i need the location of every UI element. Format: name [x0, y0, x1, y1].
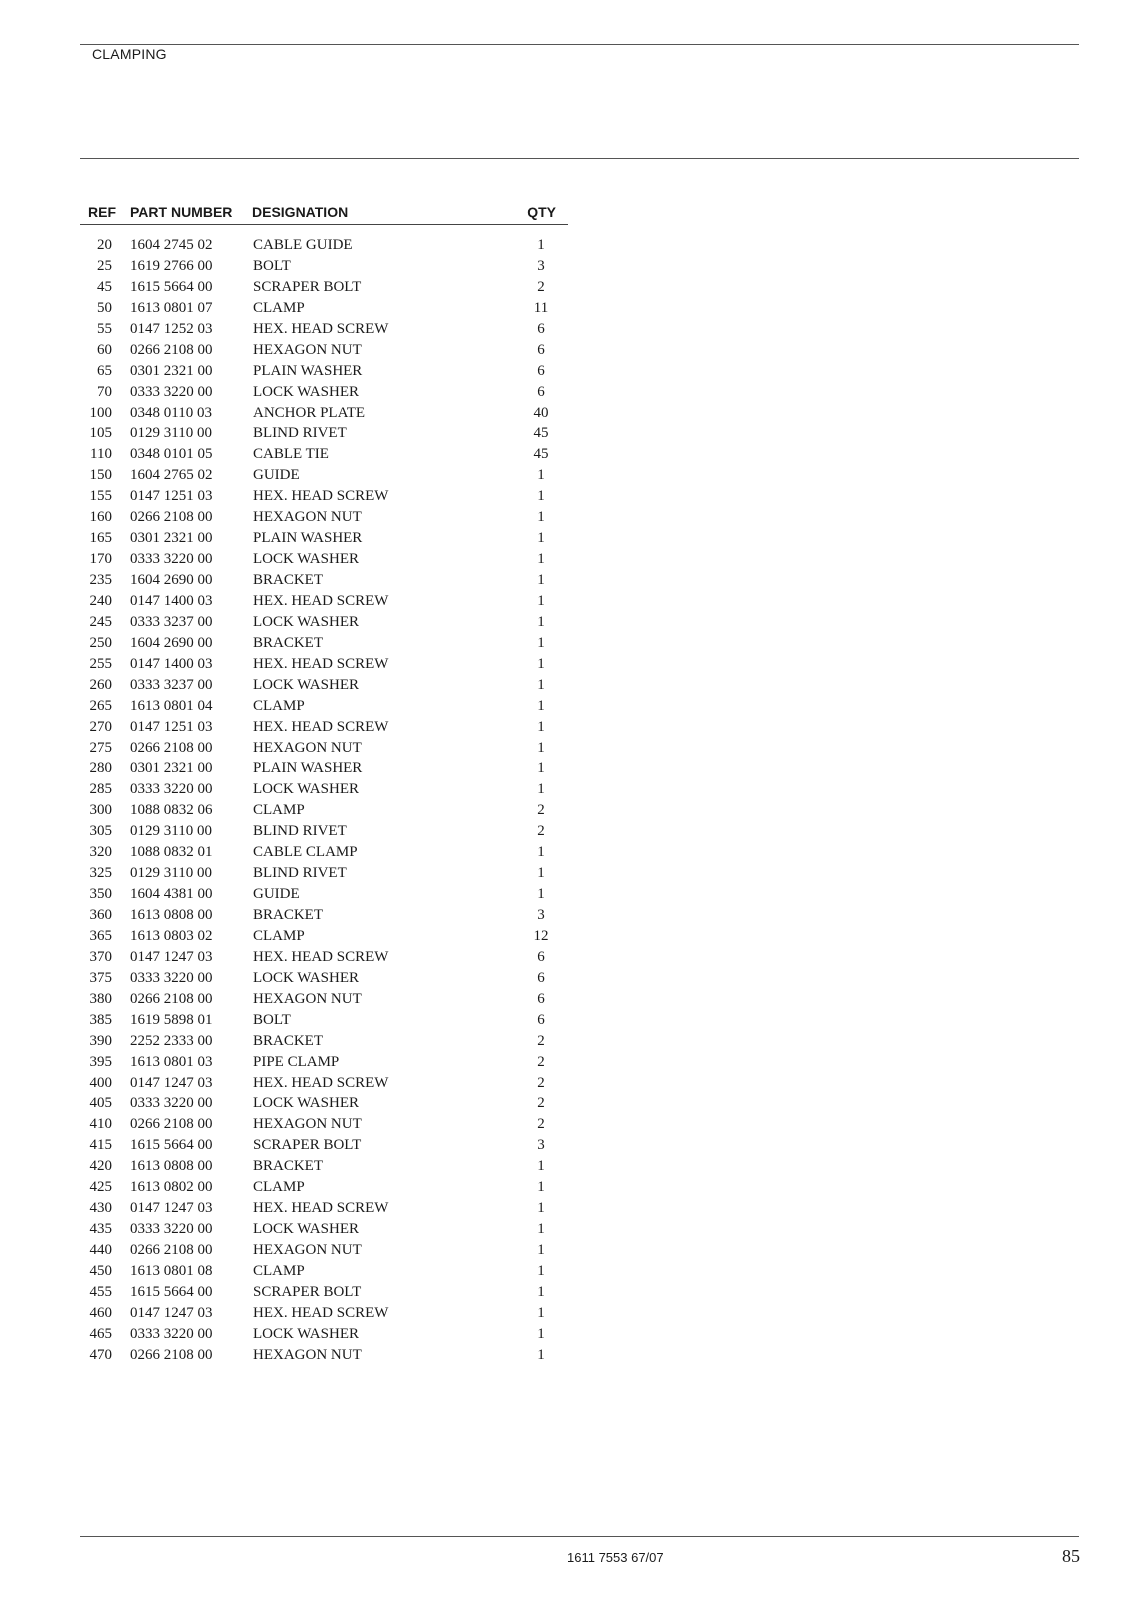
header-bottom-rule — [80, 158, 1079, 159]
table-row — [80, 549, 568, 570]
table-row — [80, 1073, 568, 1094]
cell-designation: CABLE GUIDE — [253, 237, 353, 253]
cell-ref: 415 — [89, 1137, 112, 1154]
table-row — [80, 654, 568, 675]
cell-part-number: 0333 3237 00 — [130, 676, 213, 693]
cell-part-number: 0147 1251 03 — [130, 718, 213, 735]
cell-ref: 240 — [89, 592, 112, 609]
table-row — [80, 758, 568, 779]
table-row — [80, 1198, 568, 1219]
cell-designation: SCRAPER BOLT — [253, 1283, 362, 1300]
cell-part-number: 1615 5664 00 — [130, 278, 213, 295]
table-row — [80, 1282, 568, 1303]
table-row — [80, 403, 568, 424]
cell-part-number: 0301 2321 00 — [130, 760, 213, 777]
column-header-qty: QTY — [527, 204, 556, 220]
cell-ref: 300 — [89, 802, 112, 819]
cell-part-number: 1088 0832 01 — [130, 844, 213, 861]
table-row — [80, 277, 568, 298]
cell-part-number: 1604 2765 02 — [130, 467, 213, 484]
cell-qty: 1 — [537, 634, 545, 651]
cell-ref: 450 — [89, 1262, 112, 1279]
cell-qty: 2 — [537, 802, 545, 819]
cell-ref: 50 — [97, 299, 112, 316]
cell-qty: 1 — [537, 1325, 545, 1342]
cell-part-number: 0266 2108 00 — [130, 739, 213, 756]
cell-qty: 6 — [537, 990, 545, 1007]
cell-qty: 6 — [537, 320, 545, 337]
footer-rule — [80, 1536, 1079, 1537]
cell-qty: 1 — [537, 739, 545, 756]
table-row — [80, 968, 568, 989]
cell-part-number: 1604 2690 00 — [130, 572, 213, 588]
cell-designation: LOCK WASHER — [253, 676, 359, 693]
cell-part-number: 0266 2108 00 — [130, 341, 213, 358]
cell-designation: CABLE TIE — [253, 446, 329, 463]
cell-qty: 2 — [537, 1116, 545, 1133]
table-row — [80, 1135, 568, 1156]
cell-qty: 1 — [537, 844, 545, 861]
cell-qty: 1 — [537, 509, 545, 526]
cell-part-number: 0333 3220 00 — [130, 781, 213, 798]
cell-ref: 270 — [89, 718, 112, 735]
cell-part-number: 0333 3220 00 — [130, 551, 213, 568]
cell-qty: 40 — [533, 404, 549, 421]
table-row — [80, 1261, 568, 1282]
cell-part-number: 0147 1247 03 — [130, 1304, 213, 1321]
cell-ref: 375 — [89, 969, 112, 986]
cell-qty: 1 — [537, 1179, 545, 1196]
cell-designation: HEX. HEAD SCREW — [253, 718, 389, 735]
cell-designation: ANCHOR PLATE — [253, 404, 366, 421]
cell-designation: GUIDE — [253, 467, 300, 484]
cell-qty: 3 — [537, 257, 545, 274]
cell-designation: CLAMP — [253, 927, 305, 944]
table-row — [80, 863, 568, 884]
cell-part-number: 0147 1247 03 — [130, 1074, 213, 1091]
cell-ref: 350 — [89, 886, 112, 903]
cell-ref: 435 — [89, 1221, 112, 1238]
cell-designation: BLIND RIVET — [253, 425, 347, 442]
header-top-rule — [80, 44, 1079, 45]
table-row — [80, 256, 568, 277]
cell-ref: 440 — [89, 1242, 112, 1258]
cell-qty: 1 — [537, 760, 545, 777]
cell-ref: 380 — [89, 990, 112, 1007]
cell-designation: CLAMP — [253, 697, 305, 714]
table-row — [80, 842, 568, 863]
cell-ref: 20 — [97, 237, 112, 253]
table-body — [80, 235, 568, 1366]
table-row — [80, 696, 568, 717]
cell-qty: 3 — [537, 907, 545, 923]
cell-ref: 425 — [89, 1179, 112, 1196]
table-row — [80, 1093, 568, 1114]
cell-qty: 1 — [537, 1283, 545, 1300]
cell-part-number: 1604 4381 00 — [130, 886, 213, 903]
table-row — [80, 1156, 568, 1177]
cell-part-number: 1613 0801 03 — [130, 1053, 213, 1070]
table-row — [80, 486, 568, 507]
cell-qty: 1 — [537, 1304, 545, 1321]
column-header-ref: REF — [88, 204, 116, 220]
cell-ref: 250 — [89, 634, 112, 651]
table-row — [80, 717, 568, 738]
cell-part-number: 1604 2690 00 — [130, 634, 213, 651]
cell-part-number: 0348 0101 05 — [130, 446, 213, 463]
table-row — [80, 507, 568, 528]
cell-ref: 25 — [97, 257, 112, 274]
cell-qty: 45 — [533, 446, 549, 463]
cell-designation: PIPE CLAMP — [253, 1053, 340, 1070]
cell-designation: LOCK WASHER — [253, 781, 359, 798]
cell-designation: HEX. HEAD SCREW — [253, 1074, 389, 1091]
cell-designation: HEXAGON NUT — [253, 990, 362, 1007]
table-row — [80, 612, 568, 633]
cell-ref: 150 — [89, 467, 112, 484]
section-title: CLAMPING — [92, 46, 167, 62]
cell-qty: 1 — [537, 865, 545, 882]
table-row — [80, 1219, 568, 1240]
table-row — [80, 884, 568, 905]
cell-part-number: 1613 0801 07 — [130, 299, 213, 316]
cell-designation: HEXAGON NUT — [253, 739, 362, 756]
table-row — [80, 235, 568, 256]
cell-part-number: 1619 5898 01 — [130, 1011, 213, 1028]
cell-qty: 2 — [537, 1095, 545, 1112]
cell-designation: BOLT — [253, 1011, 291, 1028]
cell-part-number: 0129 3110 00 — [130, 425, 212, 442]
table-row — [80, 947, 568, 968]
cell-designation: BOLT — [253, 257, 291, 274]
cell-part-number: 0333 3220 00 — [130, 1221, 213, 1238]
cell-qty: 1 — [537, 530, 545, 547]
cell-part-number: 0301 2321 00 — [130, 362, 213, 379]
table-row — [80, 905, 568, 926]
cell-part-number: 1613 0808 00 — [130, 907, 213, 923]
cell-qty: 12 — [533, 927, 549, 944]
cell-qty: 1 — [537, 1262, 545, 1279]
cell-designation: PLAIN WASHER — [253, 530, 363, 547]
cell-ref: 285 — [89, 781, 112, 798]
cell-part-number: 1613 0801 08 — [130, 1262, 213, 1279]
cell-qty: 1 — [537, 697, 545, 714]
cell-ref: 385 — [89, 1011, 112, 1028]
cell-part-number: 1615 5664 00 — [130, 1283, 213, 1300]
cell-qty: 1 — [537, 613, 545, 630]
cell-designation: SCRAPER BOLT — [253, 1137, 362, 1154]
cell-part-number: 0333 3220 00 — [130, 1325, 213, 1342]
cell-qty: 3 — [537, 1137, 545, 1154]
cell-qty: 2 — [537, 1074, 545, 1091]
document-number: 1611 7553 67/07 — [567, 1550, 664, 1565]
cell-ref: 110 — [90, 446, 112, 463]
cell-ref: 170 — [89, 551, 112, 568]
cell-part-number: 0147 1247 03 — [130, 1200, 213, 1217]
cell-part-number: 1604 2745 02 — [130, 237, 213, 253]
cell-ref: 255 — [89, 655, 112, 672]
cell-designation: CLAMP — [253, 1262, 305, 1279]
cell-qty: 6 — [537, 362, 545, 379]
cell-designation: LOCK WASHER — [253, 1325, 359, 1342]
cell-qty: 1 — [537, 655, 545, 672]
cell-qty: 6 — [537, 341, 545, 358]
cell-designation: LOCK WASHER — [253, 383, 359, 400]
cell-part-number: 0333 3220 00 — [130, 969, 213, 986]
cell-qty: 1 — [537, 551, 545, 568]
cell-designation: LOCK WASHER — [253, 1095, 359, 1112]
cell-ref: 245 — [89, 613, 112, 630]
cell-qty: 6 — [537, 969, 545, 986]
cell-ref: 65 — [97, 362, 112, 379]
cell-part-number: 0266 2108 00 — [130, 1116, 213, 1133]
cell-ref: 400 — [89, 1074, 112, 1091]
cell-part-number: 0333 3220 00 — [130, 383, 213, 400]
cell-qty: 1 — [537, 572, 545, 588]
cell-ref: 420 — [89, 1158, 112, 1175]
cell-qty: 2 — [537, 1053, 545, 1070]
cell-designation: HEXAGON NUT — [253, 341, 362, 358]
cell-part-number: 0266 2108 00 — [130, 509, 213, 526]
cell-designation: BRACKET — [253, 907, 324, 923]
cell-part-number: 1088 0832 06 — [130, 802, 213, 819]
table-row — [80, 298, 568, 319]
cell-part-number: 1613 0808 00 — [130, 1158, 213, 1175]
cell-qty: 6 — [537, 383, 545, 400]
cell-qty: 6 — [537, 1011, 545, 1028]
cell-designation: HEX. HEAD SCREW — [253, 592, 389, 609]
cell-designation: BRACKET — [253, 1158, 324, 1175]
cell-designation: HEXAGON NUT — [253, 1242, 362, 1258]
cell-part-number: 0266 2108 00 — [130, 1242, 213, 1258]
cell-part-number: 1613 0803 02 — [130, 927, 213, 944]
cell-qty: 45 — [533, 425, 549, 442]
cell-designation: HEX. HEAD SCREW — [253, 655, 389, 672]
cell-part-number: 2252 2333 00 — [130, 1032, 213, 1049]
table-row — [80, 340, 568, 361]
cell-qty: 1 — [537, 1200, 545, 1217]
cell-ref: 275 — [89, 739, 112, 756]
cell-qty: 1 — [537, 1242, 545, 1258]
cell-qty: 1 — [537, 886, 545, 903]
cell-designation: HEX. HEAD SCREW — [253, 320, 389, 337]
cell-part-number: 0266 2108 00 — [130, 1346, 213, 1363]
cell-ref: 325 — [89, 865, 112, 882]
cell-designation: GUIDE — [253, 886, 300, 903]
cell-ref: 105 — [89, 425, 112, 442]
cell-part-number: 0333 3220 00 — [130, 1095, 213, 1112]
cell-ref: 370 — [89, 948, 112, 965]
cell-qty: 1 — [537, 237, 545, 253]
cell-part-number: 0147 1252 03 — [130, 320, 213, 337]
cell-qty: 11 — [533, 299, 549, 316]
table-row — [80, 319, 568, 340]
cell-part-number: 0333 3237 00 — [130, 613, 213, 630]
cell-designation: BRACKET — [253, 572, 324, 588]
cell-qty: 1 — [537, 488, 545, 505]
cell-ref: 165 — [89, 530, 112, 547]
table-row — [80, 465, 568, 486]
cell-qty: 2 — [537, 278, 545, 295]
table-row — [80, 821, 568, 842]
cell-qty: 2 — [537, 1032, 545, 1049]
table-row — [80, 800, 568, 821]
cell-part-number: 0147 1247 03 — [130, 948, 213, 965]
cell-designation: HEXAGON NUT — [253, 509, 362, 526]
page-number: 85 — [1062, 1546, 1080, 1566]
cell-part-number: 0147 1251 03 — [130, 488, 213, 505]
cell-qty: 1 — [537, 781, 545, 798]
cell-ref: 45 — [97, 278, 112, 295]
cell-qty: 1 — [537, 1158, 545, 1175]
cell-qty: 1 — [537, 592, 545, 609]
cell-designation: BLIND RIVET — [253, 865, 347, 882]
cell-designation: PLAIN WASHER — [253, 362, 363, 379]
cell-ref: 100 — [89, 404, 112, 421]
cell-ref: 55 — [97, 320, 112, 337]
cell-part-number: 0301 2321 00 — [130, 530, 213, 547]
column-header-part-number: PART NUMBER — [130, 204, 233, 220]
cell-qty: 1 — [537, 467, 545, 484]
cell-designation: CLAMP — [253, 299, 305, 316]
table-row — [80, 1240, 568, 1261]
cell-ref: 460 — [89, 1304, 112, 1321]
table-row — [80, 1303, 568, 1324]
cell-ref: 465 — [89, 1325, 112, 1342]
cell-part-number: 1615 5664 00 — [130, 1137, 213, 1154]
table-row — [80, 444, 568, 465]
table-row — [80, 633, 568, 654]
cell-part-number: 1613 0801 04 — [130, 697, 213, 714]
cell-designation: LOCK WASHER — [253, 1221, 359, 1238]
table-row — [80, 1324, 568, 1345]
cell-qty: 1 — [537, 676, 545, 693]
cell-ref: 360 — [89, 907, 112, 923]
cell-designation: CABLE CLAMP — [253, 844, 358, 861]
table-row — [80, 570, 568, 591]
cell-ref: 320 — [89, 844, 112, 861]
table-header — [80, 196, 568, 225]
table-row — [80, 382, 568, 403]
cell-designation: PLAIN WASHER — [253, 760, 363, 777]
cell-ref: 390 — [89, 1032, 112, 1049]
cell-qty: 1 — [537, 1221, 545, 1238]
table-row — [80, 1114, 568, 1135]
cell-designation: HEXAGON NUT — [253, 1346, 362, 1363]
cell-part-number: 0147 1400 03 — [130, 655, 213, 672]
cell-designation: HEX. HEAD SCREW — [253, 488, 389, 505]
cell-part-number: 0266 2108 00 — [130, 990, 213, 1007]
cell-qty: 2 — [537, 823, 545, 840]
cell-designation: LOCK WASHER — [253, 551, 359, 568]
cell-ref: 365 — [89, 927, 112, 944]
cell-ref: 280 — [89, 760, 112, 777]
cell-ref: 410 — [89, 1116, 112, 1133]
cell-ref: 60 — [97, 341, 112, 358]
cell-part-number: 0129 3110 00 — [130, 865, 212, 882]
cell-ref: 470 — [89, 1346, 112, 1363]
table-row — [80, 1031, 568, 1052]
table-row — [80, 989, 568, 1010]
table-row — [80, 738, 568, 759]
table-row — [80, 361, 568, 382]
cell-ref: 430 — [89, 1200, 112, 1217]
cell-designation: HEXAGON NUT — [253, 1116, 362, 1133]
cell-ref: 265 — [89, 697, 112, 714]
cell-qty: 1 — [537, 718, 545, 735]
cell-designation: SCRAPER BOLT — [253, 278, 362, 295]
column-header-designation: DESIGNATION — [252, 204, 349, 220]
cell-ref: 395 — [89, 1053, 112, 1070]
parts-table — [80, 196, 568, 1366]
cell-designation: BRACKET — [253, 1032, 324, 1049]
table-row — [80, 528, 568, 549]
table-row — [80, 591, 568, 612]
table-row — [80, 1177, 568, 1198]
cell-designation: HEX. HEAD SCREW — [253, 1304, 389, 1321]
cell-designation: HEX. HEAD SCREW — [253, 1200, 389, 1217]
cell-part-number: 0129 3110 00 — [130, 823, 212, 840]
cell-ref: 405 — [89, 1095, 112, 1112]
cell-designation: HEX. HEAD SCREW — [253, 948, 389, 965]
cell-ref: 305 — [89, 823, 112, 840]
table-row — [80, 675, 568, 696]
table-row — [80, 423, 568, 444]
cell-designation: LOCK WASHER — [253, 613, 359, 630]
cell-designation: CLAMP — [253, 802, 305, 819]
cell-ref: 235 — [89, 572, 112, 588]
cell-designation: BRACKET — [253, 634, 324, 651]
cell-ref: 155 — [89, 488, 112, 505]
table-row — [80, 926, 568, 947]
cell-ref: 455 — [89, 1283, 112, 1300]
cell-qty: 6 — [537, 948, 545, 965]
cell-qty: 1 — [537, 1346, 545, 1363]
cell-designation: CLAMP — [253, 1179, 305, 1196]
table-row — [80, 1010, 568, 1031]
cell-ref: 70 — [97, 383, 112, 400]
cell-part-number: 0348 0110 03 — [130, 404, 212, 421]
table-row — [80, 779, 568, 800]
table-row — [80, 1052, 568, 1073]
cell-designation: LOCK WASHER — [253, 969, 359, 986]
cell-part-number: 0147 1400 03 — [130, 592, 213, 609]
cell-ref: 160 — [89, 509, 112, 526]
cell-part-number: 1613 0802 00 — [130, 1179, 213, 1196]
cell-ref: 260 — [89, 676, 112, 693]
cell-part-number: 1619 2766 00 — [130, 257, 213, 274]
table-row — [80, 1345, 568, 1366]
cell-designation: BLIND RIVET — [253, 823, 347, 840]
